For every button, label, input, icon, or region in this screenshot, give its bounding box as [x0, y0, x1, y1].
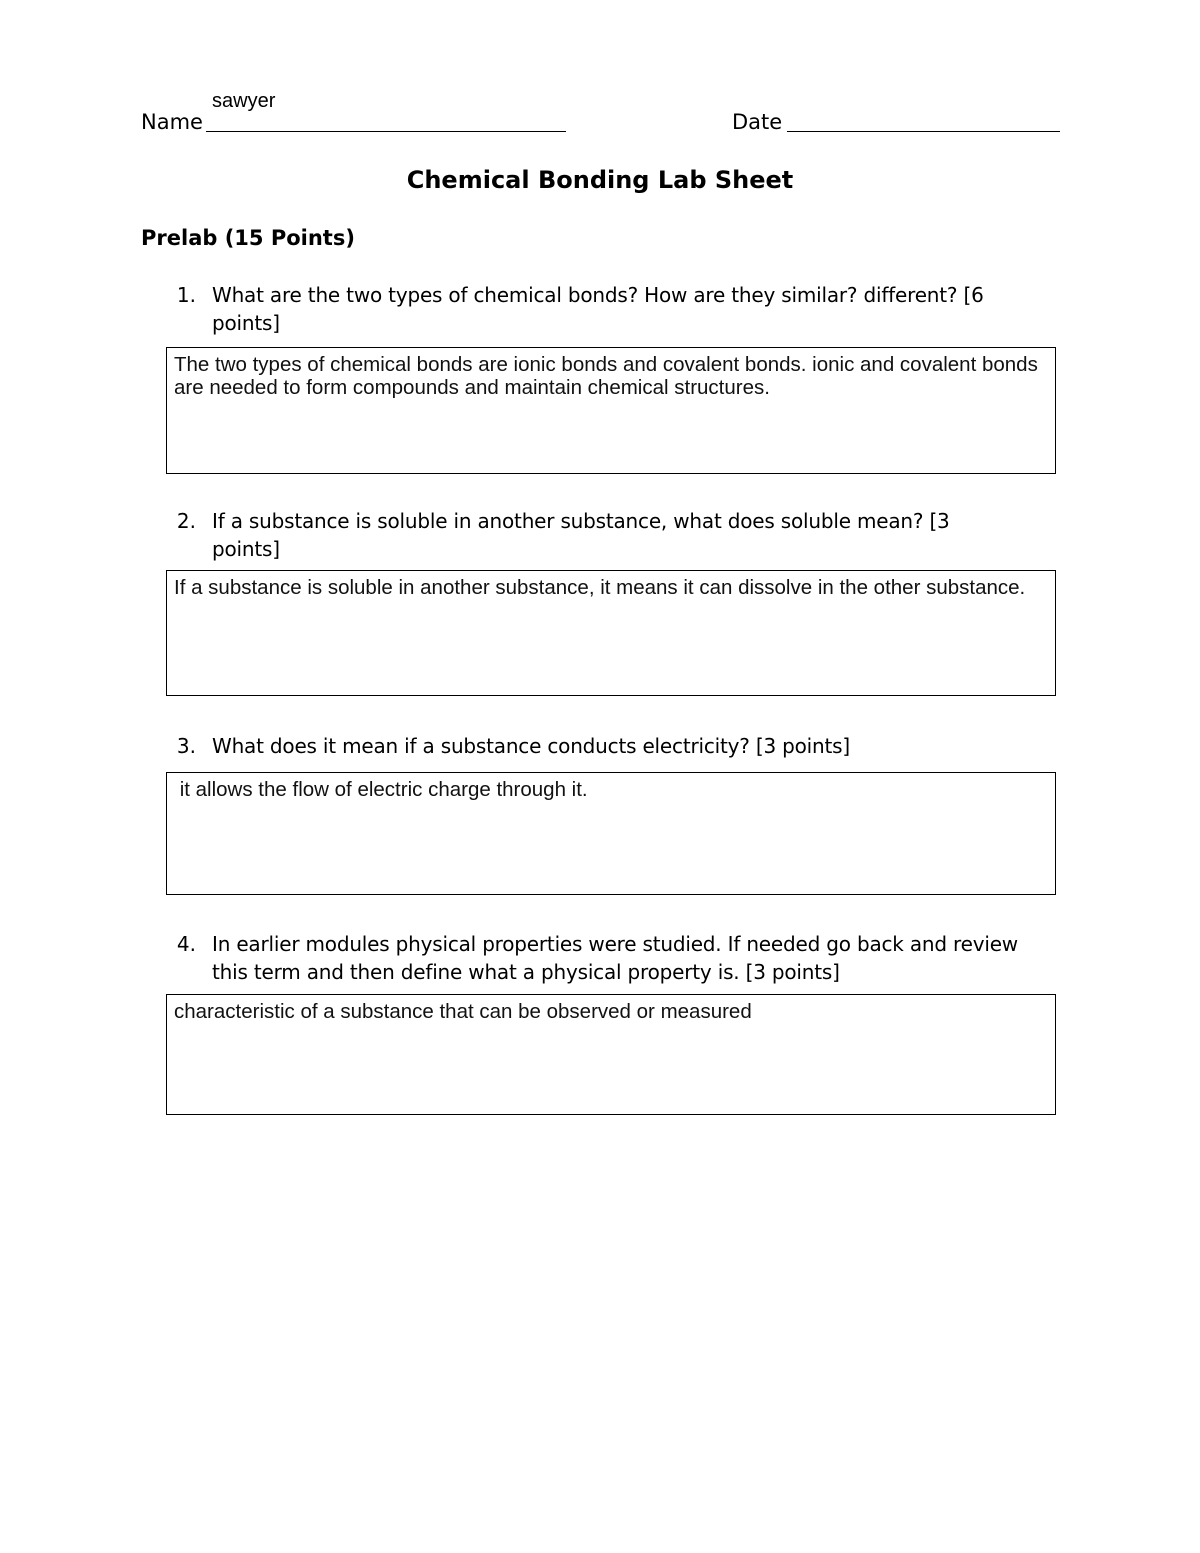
answer-box[interactable]: [166, 994, 1056, 1115]
question-number: 3.: [176, 734, 196, 758]
question-text: [212, 930, 1072, 986]
answer-text: If a substance is soluble in another substance, it means it can dissolve in the other substance.: [174, 576, 1026, 599]
page-title: Chemical Bonding Lab Sheet: [406, 166, 794, 194]
question-text: [212, 507, 1072, 563]
answer-text: it allows the flow of electric charge through it.: [174, 778, 588, 801]
name-line: [206, 131, 566, 132]
date-line: [787, 131, 1060, 132]
question-number: 1.: [176, 283, 196, 307]
question-number: 2.: [176, 509, 196, 533]
section-heading: Prelab (15 Points): [141, 226, 355, 250]
answer-box[interactable]: [166, 347, 1056, 474]
name-label: Name: [141, 110, 203, 134]
question-line: What are the two types of chemical bonds? How are they similar? different? [6: [212, 283, 984, 307]
question-line: points]: [212, 537, 280, 561]
question-text: [212, 732, 1072, 760]
question-line: points]: [212, 311, 280, 335]
answer-text: The two types of chemical bonds are ionic bonds and covalent bonds. ionic and covalent bonds are needed to form compounds and maintain chemical structures.: [174, 353, 1038, 399]
question-line: If a substance is soluble in another substance, what does soluble mean? [3: [212, 509, 950, 533]
name-value[interactable]: sawyer: [212, 90, 276, 112]
answer-box[interactable]: [166, 570, 1056, 696]
question-line: In earlier modules physical properties were studied. If needed go back and review: [212, 932, 1018, 956]
answer-text: characteristic of a substance that can be observed or measured: [174, 1000, 752, 1023]
question-text: [212, 281, 1072, 337]
question-line: this term and then define what a physical property is. [3 points]: [212, 960, 840, 984]
answer-box[interactable]: [166, 772, 1056, 895]
question-number: 4.: [176, 932, 196, 956]
date-label: Date: [732, 110, 783, 134]
question-line: What does it mean if a substance conducts electricity? [3 points]: [212, 734, 850, 758]
